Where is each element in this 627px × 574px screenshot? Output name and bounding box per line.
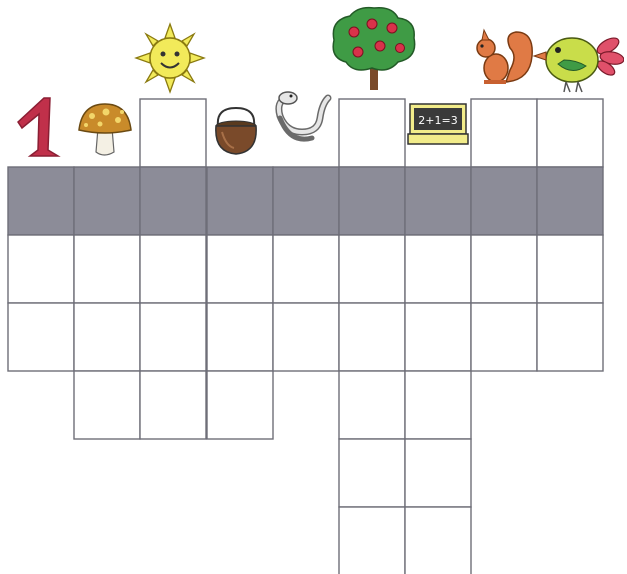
answer-cell-c2-r3[interactable] (74, 235, 140, 303)
answer-cell-c7-r5[interactable] (405, 371, 471, 439)
answer-cell-c4-r3[interactable] (207, 235, 273, 303)
kettle-icon (208, 102, 264, 158)
answer-cell-c3-r4[interactable] (140, 303, 206, 371)
answer-cell-c1-r4[interactable] (8, 303, 74, 371)
answer-cell-c5-r3[interactable] (273, 235, 339, 303)
keyword-cell-c8-r2[interactable] (471, 167, 537, 235)
answer-cell-c2-r5[interactable] (74, 371, 140, 439)
answer-cell-c7-r7[interactable] (405, 507, 471, 574)
grid-cells (8, 99, 603, 574)
keyword-cell-c6-r2[interactable] (339, 167, 405, 235)
answer-cell-c7-r3[interactable] (405, 235, 471, 303)
answer-cell-c8-r3[interactable] (471, 235, 537, 303)
chalkboard-icon (406, 100, 470, 152)
answer-cell-c6-r1[interactable] (339, 99, 405, 167)
answer-cell-c9-r4[interactable] (537, 303, 603, 371)
answer-cell-c3-r1[interactable] (140, 99, 206, 167)
answer-cell-c6-r6[interactable] (339, 439, 405, 507)
squirrel-icon (470, 26, 536, 88)
keyword-cell-c9-r2[interactable] (537, 167, 603, 235)
keyword-cell-c7-r2[interactable] (405, 167, 471, 235)
keyword-cell-c3-r2[interactable] (140, 167, 206, 235)
answer-cell-c6-r7[interactable] (339, 507, 405, 574)
sun-icon (134, 22, 206, 94)
keyword-cell-c5-r2[interactable] (273, 167, 339, 235)
answer-cell-c9-r1[interactable] (537, 99, 603, 167)
answer-cell-c4-r5[interactable] (207, 371, 273, 439)
answer-cell-c7-r6[interactable] (405, 439, 471, 507)
answer-cell-c9-r3[interactable] (537, 235, 603, 303)
chalkboard-text: 2+1=3 (418, 114, 458, 127)
apple-tree-icon (328, 4, 420, 92)
answer-cell-c8-r1[interactable] (471, 99, 537, 167)
answer-cell-c3-r5[interactable] (140, 371, 206, 439)
mushroom-icon (76, 100, 134, 160)
answer-cell-c6-r5[interactable] (339, 371, 405, 439)
keyword-cell-c1-r2[interactable] (8, 167, 74, 235)
bird-icon (532, 22, 624, 96)
answer-cell-c2-r4[interactable] (74, 303, 140, 371)
answer-cell-c5-r4[interactable] (273, 303, 339, 371)
snake-icon (272, 88, 332, 150)
answer-cell-c7-r4[interactable] (405, 303, 471, 371)
answer-cell-c6-r4[interactable] (339, 303, 405, 371)
keyword-cell-c2-r2[interactable] (74, 167, 140, 235)
number-one-icon (8, 92, 68, 162)
answer-cell-c4-r4[interactable] (207, 303, 273, 371)
answer-cell-c3-r3[interactable] (140, 235, 206, 303)
keyword-cell-c4-r2[interactable] (207, 167, 273, 235)
answer-cell-c8-r4[interactable] (471, 303, 537, 371)
answer-cell-c1-r3[interactable] (8, 235, 74, 303)
answer-cell-c6-r3[interactable] (339, 235, 405, 303)
